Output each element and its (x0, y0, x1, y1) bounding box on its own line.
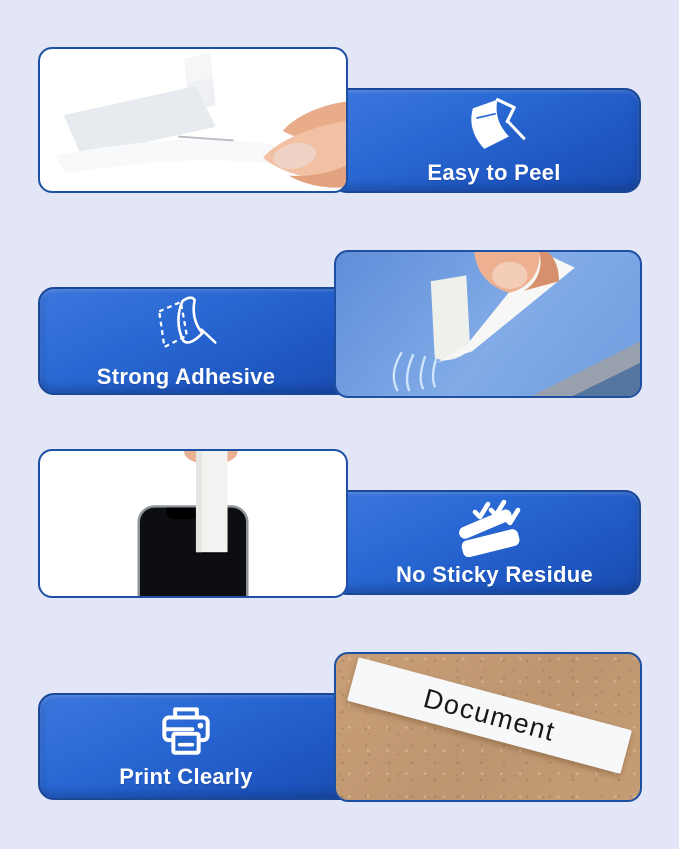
feature-label: Strong Adhesive (96, 363, 276, 389)
label-peeled-from-phone-photo (38, 449, 348, 598)
feature-banner-no-sticky-residue (331, 490, 641, 595)
feature-label: Easy to Peel (427, 160, 561, 185)
adhesive-dashed-label-icon (149, 295, 223, 359)
no-residue-checkmarks-icon (457, 499, 533, 557)
document-label (347, 658, 632, 775)
printer-icon (158, 705, 214, 759)
feature-label: No Sticky Residue (395, 562, 594, 587)
feature-banner-easy-to-peel (331, 88, 641, 193)
peel-label-icon (460, 97, 528, 155)
document-label-on-box-photo (334, 652, 642, 802)
feature-banner-print-clearly (38, 693, 370, 800)
hand-peeling-label-photo (38, 47, 348, 193)
feature-banner-strong-adhesive (38, 287, 370, 395)
document-label-text: Document (420, 683, 559, 748)
feature-label: Print Clearly (119, 764, 253, 789)
finger-pressing-label-photo (334, 250, 642, 398)
